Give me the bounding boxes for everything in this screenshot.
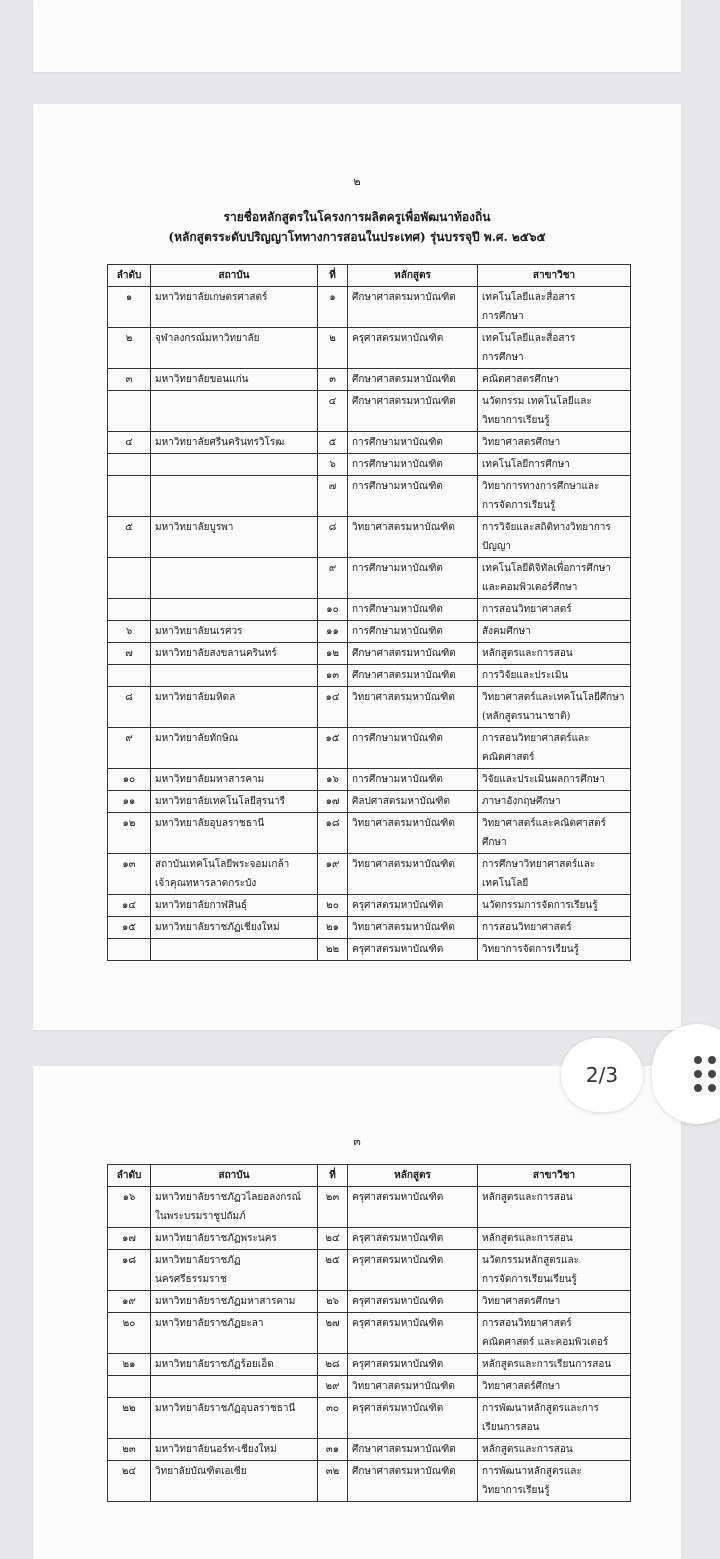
row-order: ๒๒: [108, 1398, 151, 1439]
course-name: ครุศาสตรมหาบัณฑิต: [348, 1313, 478, 1354]
major-cell: [478, 454, 631, 476]
course-table: [107, 264, 631, 961]
major-cell: [478, 391, 631, 432]
major-name: นวัตกรรมการจัดการเรียนรู้: [482, 900, 598, 911]
major-name: วิทยาศาสตรศึกษา: [482, 1296, 561, 1307]
table-row: [108, 1376, 631, 1398]
major-name: เทคโนโลยีและสื่อสาร: [482, 333, 576, 344]
institution-cell: [151, 432, 318, 454]
major-name: หลักสูตรและการสอน: [482, 1444, 573, 1455]
major-cell: [478, 769, 631, 791]
document-page-2: [33, 104, 681, 1030]
major-cell: [478, 1228, 631, 1250]
course-number: ๑๙: [318, 854, 348, 895]
table-row: [108, 643, 631, 665]
row-order: ๒๓: [108, 1439, 151, 1461]
major-name-line2: คณิตศาสตร์: [482, 752, 535, 763]
row-order: ๑๙: [108, 1291, 151, 1313]
major-cell: [478, 1398, 631, 1439]
major-cell: [478, 1461, 631, 1502]
table-row: [108, 854, 631, 895]
major-name-line2: (หลักสูตรนานาชาติ): [482, 711, 571, 722]
page-number: ๒: [353, 175, 361, 188]
table-row: [108, 391, 631, 432]
course-name: การศึกษามหาบัณฑิต: [348, 476, 478, 517]
course-name: การศึกษามหาบัณฑิต: [348, 599, 478, 621]
major-cell: [478, 895, 631, 917]
major-name: การสอนวิทยาศาสตร์และ: [482, 733, 590, 744]
row-order: ๔: [108, 432, 151, 454]
column-header: ที่: [318, 265, 348, 287]
institution-name: มหาวิทยาลัยกาฬสินธุ์: [155, 900, 248, 911]
row-order: ๗: [108, 643, 151, 665]
course-name: การศึกษามหาบัณฑิต: [348, 621, 478, 643]
institution-cell: [151, 643, 318, 665]
table-row: [108, 1354, 631, 1376]
course-name: ครุศาสตรมหาบัณฑิต: [348, 1291, 478, 1313]
course-name: การศึกษามหาบัณฑิต: [348, 728, 478, 769]
institution-name: มหาวิทยาลัยราชภัฏวไลยอลงกรณ์: [155, 1192, 301, 1203]
row-order: [108, 476, 151, 517]
institution-name: มหาวิทยาลัยราชภัฏยะลา: [155, 1318, 264, 1329]
institution-cell: [151, 939, 318, 961]
major-name: การสอนวิทยาศาสตร์: [482, 922, 572, 933]
course-number: ๑๔: [318, 687, 348, 728]
course-number: ๙: [318, 558, 348, 599]
course-name: ครุศาสตรมหาบัณฑิต: [348, 328, 478, 369]
institution-cell: [151, 791, 318, 813]
course-table: [107, 1164, 631, 1502]
course-name: ศึกษาศาสตรมหาบัณฑิต: [348, 391, 478, 432]
institution-name: จุฬาลงกรณ์มหาวิทยาลัย: [155, 333, 260, 344]
table-row: [108, 895, 631, 917]
institution-name: มหาวิทยาลัยราชภัฏร้อยเอ็ด: [155, 1359, 274, 1370]
table-row: [108, 665, 631, 687]
course-name: วิทยาศาสตรมหาบัณฑิต: [348, 813, 478, 854]
column-header: สาขาวิชา: [478, 1165, 631, 1187]
table-row: [108, 791, 631, 813]
row-order: ๒๐: [108, 1313, 151, 1354]
course-number: ๓๒: [318, 1461, 348, 1502]
row-order: ๑๘: [108, 1250, 151, 1291]
column-header: สถาบัน: [151, 1165, 318, 1187]
table-row: [108, 621, 631, 643]
table-row: [108, 939, 631, 961]
course-number: ๑๗: [318, 791, 348, 813]
major-name: คณิตศาสตรศึกษา: [482, 374, 560, 385]
major-name: ภาษาอังกฤษศึกษา: [482, 796, 561, 807]
row-order: ๒๔: [108, 1461, 151, 1502]
table-row: [108, 1250, 631, 1291]
institution-name: มหาวิทยาลัยราชภัฏมหาสารคาม: [155, 1296, 296, 1307]
course-name: ครุศาสตรมหาบัณฑิต: [348, 1228, 478, 1250]
row-order: ๘: [108, 687, 151, 728]
row-order: [108, 558, 151, 599]
course-name: ศึกษาศาสตรมหาบัณฑิต: [348, 1439, 478, 1461]
institution-name: มหาวิทยาลัยทักษิณ: [155, 733, 238, 744]
course-name: ศึกษาศาสตรมหาบัณฑิต: [348, 1461, 478, 1502]
course-name: ศิลปศาสตรมหาบัณฑิต: [348, 791, 478, 813]
table-row: [108, 328, 631, 369]
institution-name: วิทยาลัยบัณฑิตเอเซีย: [155, 1466, 247, 1477]
major-name: นวัตกรรม เทคโนโลยีและ: [482, 396, 592, 407]
institution-name: มหาวิทยาลัยราชภัฏ: [155, 1255, 241, 1266]
institution-cell: [151, 476, 318, 517]
institution-cell: [151, 517, 318, 558]
major-cell: [478, 813, 631, 854]
institution-cell: [151, 813, 318, 854]
grid-dots-icon: [694, 1056, 718, 1092]
major-name: หลักสูตรและการสอน: [482, 648, 573, 659]
row-order: ๙: [108, 728, 151, 769]
course-number: ๑: [318, 287, 348, 328]
institution-name: มหาวิทยาลัยนอร์ท-เชียงใหม่: [155, 1444, 277, 1455]
institution-cell: [151, 1461, 318, 1502]
row-order: ๑๗: [108, 1228, 151, 1250]
institution-name-line2: เจ้าคุณทหารลาดกระบัง: [155, 878, 257, 889]
institution-cell: [151, 287, 318, 328]
institution-name: มหาวิทยาลัยราชภัฏพระนคร: [155, 1233, 277, 1244]
course-name: ครุศาสตรมหาบัณฑิต: [348, 1250, 478, 1291]
course-number: ๒๘: [318, 1354, 348, 1376]
major-cell: [478, 854, 631, 895]
institution-cell: [151, 769, 318, 791]
course-number: ๒๒: [318, 939, 348, 961]
institution-name: สถาบันเทคโนโลยีพระจอมเกล้า: [155, 859, 290, 870]
course-name: ครุศาสตรมหาบัณฑิต: [348, 939, 478, 961]
institution-name: มหาวิทยาลัยมหิดล: [155, 692, 236, 703]
course-number: ๑๑: [318, 621, 348, 643]
course-name: ศึกษาศาสตรมหาบัณฑิต: [348, 287, 478, 328]
column-header: ลำดับ: [108, 1165, 151, 1187]
course-number: ๗: [318, 476, 348, 517]
course-name: การศึกษามหาบัณฑิต: [348, 432, 478, 454]
major-name-line2: เรียนการสอน: [482, 1422, 540, 1433]
course-number: ๒๕: [318, 1250, 348, 1291]
course-number: ๘: [318, 517, 348, 558]
major-name-line2: ศึกษา: [482, 837, 507, 848]
row-order: [108, 1376, 151, 1398]
major-name-line2: การจัดการเรียนรู้: [482, 500, 556, 511]
document-page-1: [33, 0, 681, 72]
major-cell: [478, 621, 631, 643]
major-name-line2: วิทยาการเรียนรู้: [482, 1485, 550, 1496]
major-name: วิทยาศาสตร์และเทคโนโลยีศึกษา: [482, 692, 625, 703]
major-cell: [478, 1376, 631, 1398]
institution-name-line2: นครศรีธรรมราช: [155, 1274, 227, 1285]
table-row: [108, 432, 631, 454]
row-order: ๒: [108, 328, 151, 369]
major-cell: [478, 665, 631, 687]
major-name-line2: การศึกษา: [482, 311, 524, 322]
course-number: ๕: [318, 432, 348, 454]
row-order: ๒๑: [108, 1354, 151, 1376]
major-cell: [478, 939, 631, 961]
institution-cell: [151, 328, 318, 369]
column-header: สาขาวิชา: [478, 265, 631, 287]
major-name: การสอนวิทยาศาสตร์: [482, 604, 572, 615]
major-cell: [478, 728, 631, 769]
course-name: การศึกษามหาบัณฑิต: [348, 558, 478, 599]
course-number: ๑๓: [318, 665, 348, 687]
course-number: ๓๐: [318, 1398, 348, 1439]
course-name: การศึกษามหาบัณฑิต: [348, 769, 478, 791]
institution-cell: [151, 1228, 318, 1250]
major-name: หลักสูตรและการสอน: [482, 1233, 573, 1244]
institution-name: มหาวิทยาลัยบูรพา: [155, 522, 234, 533]
institution-cell: [151, 895, 318, 917]
major-cell: [478, 328, 631, 369]
row-order: ๑๑: [108, 791, 151, 813]
course-name: ครุศาสตรมหาบัณฑิต: [348, 1398, 478, 1439]
institution-cell: [151, 917, 318, 939]
row-order: ๑๐: [108, 769, 151, 791]
major-name: วิจัยและประเมินผลการศึกษา: [482, 774, 605, 785]
course-name: วิทยาศาสตรมหาบัณฑิต: [348, 687, 478, 728]
institution-cell: [151, 1291, 318, 1313]
document-title: รายชื่อหลักสูตรในโครงการผลิตครูเพื่อพัฒนาท้องถิ่น: [223, 210, 491, 224]
course-name: วิทยาศาสตรมหาบัณฑิต: [348, 854, 478, 895]
institution-cell: [151, 687, 318, 728]
major-name: การพัฒนาหลักสูตรและ: [482, 1466, 582, 1477]
row-order: ๕: [108, 517, 151, 558]
row-order: [108, 391, 151, 432]
row-order: ๑๕: [108, 917, 151, 939]
course-number: ๒๖: [318, 1291, 348, 1313]
institution-cell: [151, 1250, 318, 1291]
table-row: [108, 476, 631, 517]
table-row: [108, 769, 631, 791]
course-number: ๒๗: [318, 1313, 348, 1354]
row-order: [108, 454, 151, 476]
column-header: ที่: [318, 1165, 348, 1187]
course-number: ๒๙: [318, 1376, 348, 1398]
course-number: ๒๓: [318, 1187, 348, 1228]
major-name: สังคมศึกษา: [482, 626, 531, 637]
major-name-line2: เทคโนโลยี: [482, 878, 529, 889]
column-header: ลำดับ: [108, 265, 151, 287]
institution-name: มหาวิทยาลัยอุบลราชธานี: [155, 818, 265, 829]
course-number: ๑๒: [318, 643, 348, 665]
major-name-line2: ปัญญา: [482, 541, 512, 552]
major-cell: [478, 287, 631, 328]
row-order: ๑๓: [108, 854, 151, 895]
course-number: ๖: [318, 454, 348, 476]
major-cell: [478, 476, 631, 517]
major-name: วิทยาการจัดการเรียนรู้: [482, 944, 579, 955]
table-row: [108, 1291, 631, 1313]
major-cell: [478, 791, 631, 813]
row-order: [108, 665, 151, 687]
institution-name: มหาวิทยาลัยราชภัฏอุบลราชธานี: [155, 1403, 296, 1414]
table-row: [108, 1398, 631, 1439]
major-cell: [478, 687, 631, 728]
column-header: หลักสูตร: [348, 1165, 478, 1187]
course-name: วิทยาศาสตรมหาบัณฑิต: [348, 917, 478, 939]
major-cell: [478, 1291, 631, 1313]
institution-cell: [151, 1376, 318, 1398]
institution-name: มหาวิทยาลัยราชภัฏเชียงใหม่: [155, 922, 280, 933]
course-number: ๑๘: [318, 813, 348, 854]
institution-name: มหาวิทยาลัยศรีนครินทรวิโรฒ: [155, 437, 285, 448]
table-row: [108, 813, 631, 854]
institution-name: มหาวิทยาลัยมหาสารคาม: [155, 774, 265, 785]
major-name: วิทยาศาสตร์และคณิตศาสตร์: [482, 818, 606, 829]
row-order: ๑๖: [108, 1187, 151, 1228]
table-row: [108, 517, 631, 558]
course-name: วิทยาศาสตรมหาบัณฑิต: [348, 1376, 478, 1398]
course-number: ๑๕: [318, 728, 348, 769]
major-name: วิทยาศาสตรศึกษา: [482, 437, 561, 448]
document-subtitle: (หลักสูตรระดับปริญญาโททางการสอนในประเทศ) รุ่นบรรจุปี พ.ศ. ๒๕๖๕: [168, 230, 546, 244]
row-order: [108, 939, 151, 961]
major-name: หลักสูตรและการเรียนการสอน: [482, 1359, 612, 1370]
table-row: [108, 454, 631, 476]
major-name: นวัตกรรมหลักสูตรและ: [482, 1255, 580, 1266]
major-name: การวิจัยและประเมิน: [482, 670, 569, 681]
course-name: วิทยาศาสตรมหาบัณฑิต: [348, 517, 478, 558]
major-name: วิทยาศาสตร์ศึกษา: [482, 1381, 561, 1392]
course-name: ครุศาสตรมหาบัณฑิต: [348, 1187, 478, 1228]
major-name: การวิจัยและสถิติทางวิทยาการ: [482, 522, 611, 533]
table-row: [108, 599, 631, 621]
major-name: เทคโนโลยีการศึกษา: [482, 459, 570, 470]
institution-name: มหาวิทยาลัยสงขลานครินทร์: [155, 648, 277, 659]
institution-name: มหาวิทยาลัยนเรศวร: [155, 626, 243, 637]
course-number: ๔: [318, 391, 348, 432]
table-row: [108, 687, 631, 728]
institution-cell: [151, 1354, 318, 1376]
major-name: เทคโนโลยีและสื่อสาร: [482, 292, 576, 303]
table-header-row: [108, 1165, 631, 1187]
course-number: ๑๖: [318, 769, 348, 791]
course-number: ๒๔: [318, 1228, 348, 1250]
major-cell: [478, 1354, 631, 1376]
major-name: การศึกษาวิทยาศาสตร์และ: [482, 859, 596, 870]
course-number: ๒: [318, 328, 348, 369]
course-name: ศึกษาศาสตรมหาบัณฑิต: [348, 643, 478, 665]
major-name-line2: การจัดการเรียนเรียนรู้: [482, 1274, 577, 1285]
major-name-line2: และคอมพิวเตอร์ศึกษา: [482, 582, 578, 593]
major-cell: [478, 517, 631, 558]
major-cell: [478, 558, 631, 599]
row-order: ๑๒: [108, 813, 151, 854]
table-row: [108, 1228, 631, 1250]
major-cell: [478, 1439, 631, 1461]
course-name: การศึกษามหาบัณฑิต: [348, 454, 478, 476]
institution-name: มหาวิทยาลัยขอนแก่น: [155, 374, 249, 385]
course-name: ครุศาสตรมหาบัณฑิต: [348, 1354, 478, 1376]
course-number: ๓: [318, 369, 348, 391]
course-name: ครุศาสตรมหาบัณฑิต: [348, 895, 478, 917]
institution-cell: [151, 665, 318, 687]
institution-cell: [151, 599, 318, 621]
major-cell: [478, 1313, 631, 1354]
institution-cell: [151, 558, 318, 599]
major-name-line2: การศึกษา: [482, 352, 524, 363]
row-order: ๓: [108, 369, 151, 391]
table-row: [108, 1187, 631, 1228]
page-indicator-label: 2/3: [585, 1063, 619, 1087]
table-row: [108, 917, 631, 939]
table-header-row: [108, 265, 631, 287]
course-number: ๒๑: [318, 917, 348, 939]
institution-cell: [151, 369, 318, 391]
column-header: หลักสูตร: [348, 265, 478, 287]
major-name-line2: คณิตศาสตร์ และคอมพิวเตอร์: [482, 1337, 609, 1348]
document-page-3: [33, 1066, 681, 1559]
major-name: เทคโนโลยีดิจิทัลเพื่อการศึกษา: [482, 563, 612, 574]
institution-cell: [151, 854, 318, 895]
course-name: ศึกษาศาสตรมหาบัณฑิต: [348, 665, 478, 687]
institution-name: มหาวิทยาลัยเกษตรศาสตร์: [155, 292, 268, 303]
course-number: ๒๐: [318, 895, 348, 917]
institution-cell: [151, 454, 318, 476]
major-cell: [478, 1250, 631, 1291]
institution-cell: [151, 1439, 318, 1461]
table-row: [108, 728, 631, 769]
major-cell: [478, 369, 631, 391]
row-order: ๖: [108, 621, 151, 643]
page-indicator[interactable]: [561, 1038, 643, 1112]
table-row: [108, 287, 631, 328]
major-name: หลักสูตรและการสอน: [482, 1192, 573, 1203]
institution-name-line2: ในพระบรมราชูปถัมภ์: [155, 1211, 246, 1222]
major-name: การสอนวิทยาศาสตร์: [482, 1318, 572, 1329]
column-header: สถาบัน: [151, 265, 318, 287]
row-order: [108, 599, 151, 621]
major-cell: [478, 643, 631, 665]
institution-cell: [151, 1313, 318, 1354]
table-row: [108, 1439, 631, 1461]
institution-cell: [151, 621, 318, 643]
institution-cell: [151, 1398, 318, 1439]
major-cell: [478, 917, 631, 939]
row-order: ๑๔: [108, 895, 151, 917]
institution-name: มหาวิทยาลัยเทคโนโลยีสุรนารี: [155, 796, 286, 807]
table-row: [108, 1313, 631, 1354]
table-row: [108, 369, 631, 391]
table-row: [108, 1461, 631, 1502]
table-row: [108, 558, 631, 599]
institution-cell: [151, 1187, 318, 1228]
course-name: ศึกษาศาสตรมหาบัณฑิต: [348, 369, 478, 391]
major-name: วิทยาการทางการศึกษาและ: [482, 481, 600, 492]
major-cell: [478, 432, 631, 454]
institution-cell: [151, 391, 318, 432]
major-cell: [478, 1187, 631, 1228]
institution-cell: [151, 728, 318, 769]
page-number: ๓: [353, 1135, 361, 1148]
row-order: ๑: [108, 287, 151, 328]
major-name-line2: วิทยาการเรียนรู้: [482, 415, 550, 426]
major-cell: [478, 599, 631, 621]
major-name: การพัฒนาหลักสูตรและการ: [482, 1403, 599, 1414]
course-number: ๑๐: [318, 599, 348, 621]
course-number: ๓๑: [318, 1439, 348, 1461]
